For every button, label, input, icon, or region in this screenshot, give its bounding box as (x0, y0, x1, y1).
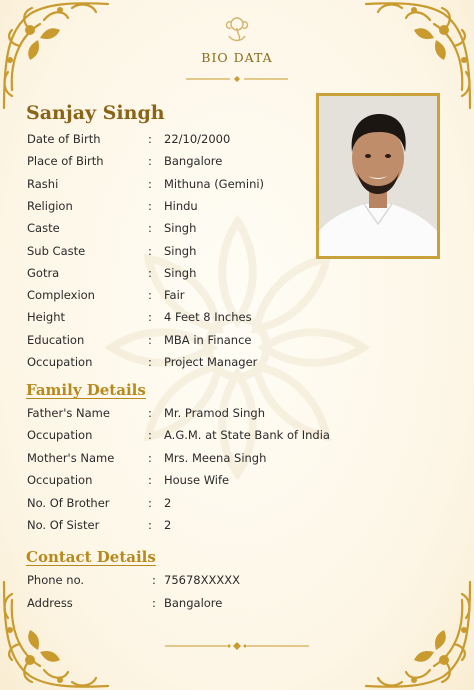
detail-label: No. Of Sister (27, 518, 100, 532)
detail-label: Caste (27, 221, 60, 236)
corner-ornament-bottom-right (364, 580, 474, 690)
detail-label: Father's Name (27, 406, 110, 420)
detail-value: 4 Feet 8 Inches (164, 310, 252, 325)
bottom-divider (165, 636, 309, 646)
detail-value: Bangalore (164, 595, 223, 610)
detail-label: Address (27, 595, 73, 610)
floral-corner-icon (364, 580, 474, 690)
detail-colon: : (148, 310, 152, 325)
detail-colon: : (152, 573, 156, 587)
detail-value: Singh (164, 243, 197, 258)
detail-value: 22/10/2000 (164, 132, 231, 146)
detail-colon: : (148, 154, 152, 169)
detail-colon: : (148, 132, 152, 146)
detail-value: 2 (164, 495, 172, 510)
detail-value: A.G.M. at State Bank of India (164, 428, 330, 443)
detail-colon: : (148, 406, 152, 420)
detail-value: Mrs. Meena Singh (164, 450, 267, 465)
ganesha-emblem-icon (221, 12, 253, 44)
detail-colon: : (148, 176, 152, 191)
detail-value: 75678XXXXX (164, 573, 240, 587)
detail-label: Phone no. (27, 573, 85, 587)
detail-label: Education (27, 332, 85, 347)
detail-colon: : (148, 198, 152, 213)
detail-value: Hindu (164, 198, 198, 213)
detail-label: Height (27, 310, 66, 325)
document-title: BIO DATA (201, 50, 273, 65)
profile-photo (316, 93, 440, 259)
detail-label: Mother's Name (27, 450, 115, 465)
detail-colon: : (148, 518, 152, 532)
detail-label: Occupation (27, 428, 93, 443)
detail-colon: : (148, 450, 152, 465)
detail-label: Occupation (27, 473, 93, 488)
detail-colon: : (148, 355, 152, 369)
detail-label: No. Of Brother (27, 495, 110, 510)
title-divider (186, 67, 288, 73)
detail-colon: : (148, 495, 152, 510)
detail-label: Complexion (27, 288, 95, 303)
family-details-heading: Family Details (26, 381, 146, 399)
detail-colon: : (148, 473, 152, 488)
detail-value: MBA in Finance (164, 332, 252, 347)
portrait-image (319, 96, 437, 256)
detail-value: Singh (164, 265, 197, 280)
detail-colon: : (148, 428, 152, 443)
detail-label: Rashi (27, 176, 59, 191)
detail-value: Fair (164, 288, 185, 303)
detail-value: House Wife (164, 473, 230, 488)
detail-label: Occupation (27, 355, 93, 369)
detail-colon: : (148, 243, 152, 258)
contact-details-heading: Contact Details (26, 548, 156, 566)
detail-label: Date of Birth (27, 132, 101, 146)
detail-value: Bangalore (164, 154, 223, 169)
detail-colon: : (148, 332, 152, 347)
detail-label: Sub Caste (27, 243, 86, 258)
detail-value: Mithuna (Gemini) (164, 176, 265, 191)
detail-label: Place of Birth (27, 154, 104, 169)
detail-value: Mr. Pramod Singh (164, 406, 265, 420)
detail-colon: : (148, 288, 152, 303)
detail-label: Gotra (27, 265, 60, 280)
detail-value: Singh (164, 221, 197, 236)
detail-value: Project Manager (164, 355, 258, 369)
person-name: Sanjay Singh (26, 102, 165, 124)
detail-colon: : (148, 265, 152, 280)
detail-label: Religion (27, 198, 73, 213)
detail-colon: : (152, 595, 156, 610)
detail-colon: : (148, 221, 152, 236)
detail-value: 2 (164, 518, 172, 532)
